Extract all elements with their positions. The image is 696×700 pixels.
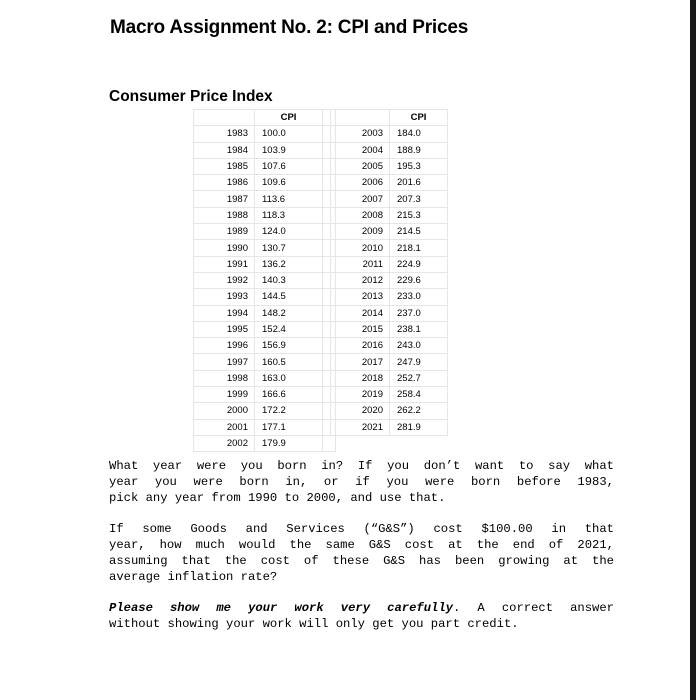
table-row bbox=[331, 321, 448, 337]
cpi-value-cell: 258.4 bbox=[390, 387, 448, 403]
table-row bbox=[194, 387, 336, 403]
cpi-value-cell: 172.2 bbox=[255, 403, 323, 419]
cpi-value-cell: 107.6 bbox=[255, 158, 323, 174]
table-row bbox=[194, 435, 336, 451]
table-row bbox=[331, 142, 448, 158]
year-cell: 2000 bbox=[194, 403, 255, 419]
table-row bbox=[331, 272, 448, 288]
year-cell: 2013 bbox=[331, 289, 390, 305]
cpi-column-header: CPI bbox=[255, 110, 323, 126]
section-heading: Consumer Price Index bbox=[109, 88, 273, 105]
cpi-table-right-body bbox=[331, 126, 448, 436]
year-cell: 2003 bbox=[331, 126, 390, 142]
cpi-value-cell: 177.1 bbox=[255, 419, 323, 435]
table-row bbox=[331, 224, 448, 240]
year-cell: 2020 bbox=[331, 403, 390, 419]
cpi-table-left bbox=[193, 109, 336, 452]
cpi-value-cell: 201.6 bbox=[390, 175, 448, 191]
question-line: What year were you born in? If you don’t want to say what bbox=[109, 459, 614, 473]
year-cell: 1985 bbox=[194, 158, 255, 174]
table-row bbox=[194, 419, 336, 435]
year-cell: 1997 bbox=[194, 354, 255, 370]
table-row bbox=[194, 126, 336, 142]
table-row bbox=[194, 354, 336, 370]
year-cell: 1983 bbox=[194, 126, 255, 142]
cpi-value-cell: 163.0 bbox=[255, 370, 323, 386]
year-cell: 2004 bbox=[331, 142, 390, 158]
window-edge-bar bbox=[690, 0, 696, 700]
year-cell: 2017 bbox=[331, 354, 390, 370]
cpi-value-cell: 243.0 bbox=[390, 338, 448, 354]
cpi-value-cell: 184.0 bbox=[390, 126, 448, 142]
year-cell: 2011 bbox=[331, 256, 390, 272]
table-row bbox=[331, 370, 448, 386]
table-row bbox=[331, 305, 448, 321]
note-line bbox=[109, 600, 614, 616]
year-cell: 2019 bbox=[331, 387, 390, 403]
year-cell: 2005 bbox=[331, 158, 390, 174]
year-cell: 1992 bbox=[194, 272, 255, 288]
table-row bbox=[194, 175, 336, 191]
year-cell: 1993 bbox=[194, 289, 255, 305]
cpi-value-cell: 188.9 bbox=[390, 142, 448, 158]
cpi-value-cell: 124.0 bbox=[255, 224, 323, 240]
table-row bbox=[331, 207, 448, 223]
table-header-row bbox=[194, 110, 336, 126]
spacer-cell bbox=[323, 435, 336, 451]
cpi-value-cell: 113.6 bbox=[255, 191, 323, 207]
cpi-value-cell: 140.3 bbox=[255, 272, 323, 288]
year-cell: 1998 bbox=[194, 370, 255, 386]
question-line: year you were born in, or if you were born before 1983, bbox=[109, 475, 614, 489]
table-row bbox=[331, 338, 448, 354]
table-row bbox=[331, 191, 448, 207]
cpi-value-cell: 214.5 bbox=[390, 224, 448, 240]
table-row bbox=[331, 354, 448, 370]
cpi-value-cell: 262.2 bbox=[390, 403, 448, 419]
cpi-value-cell: 152.4 bbox=[255, 321, 323, 337]
question-line: year, how much would the same G&S cost at the end of 2021, bbox=[109, 538, 614, 552]
table-row bbox=[331, 419, 448, 435]
year-cell: 2006 bbox=[331, 175, 390, 191]
cpi-value-cell: 130.7 bbox=[255, 240, 323, 256]
year-cell: 2016 bbox=[331, 338, 390, 354]
note-line1-rest: . A correct answer bbox=[452, 601, 615, 615]
question-birth-year bbox=[109, 458, 614, 506]
year-header bbox=[194, 110, 255, 126]
cpi-value-cell: 195.3 bbox=[390, 158, 448, 174]
cpi-value-cell: 156.9 bbox=[255, 338, 323, 354]
year-cell: 2012 bbox=[331, 272, 390, 288]
cpi-value-cell: 247.9 bbox=[390, 354, 448, 370]
note-emphasis: Please show me your work very carefully bbox=[109, 601, 453, 615]
year-cell: 2008 bbox=[331, 207, 390, 223]
table-row bbox=[194, 305, 336, 321]
cpi-value-cell: 148.2 bbox=[255, 305, 323, 321]
year-header bbox=[331, 110, 390, 126]
cpi-value-cell: 281.9 bbox=[390, 419, 448, 435]
cpi-value-cell: 103.9 bbox=[255, 142, 323, 158]
cpi-value-cell: 218.1 bbox=[390, 240, 448, 256]
cpi-value-cell: 144.5 bbox=[255, 289, 323, 305]
table-row bbox=[194, 321, 336, 337]
question-line: assuming that the cost of these G&S has been growing at the bbox=[109, 554, 614, 568]
cpi-value-cell: 224.9 bbox=[390, 256, 448, 272]
cpi-value-cell: 109.6 bbox=[255, 175, 323, 191]
table-row bbox=[194, 403, 336, 419]
table-row bbox=[331, 256, 448, 272]
year-cell: 2018 bbox=[331, 370, 390, 386]
cpi-value-cell: 166.6 bbox=[255, 387, 323, 403]
cpi-table-right bbox=[330, 109, 448, 436]
table-row bbox=[331, 240, 448, 256]
note-line: without showing your work will only get you part credit. bbox=[109, 617, 519, 631]
table-row bbox=[331, 289, 448, 305]
year-cell: 2002 bbox=[194, 435, 255, 451]
table-row bbox=[194, 207, 336, 223]
table-row bbox=[194, 240, 336, 256]
question-line: If some Goods and Services (“G&S”) cost $100.00 in that bbox=[109, 522, 614, 536]
year-cell: 1984 bbox=[194, 142, 255, 158]
cpi-value-cell: 252.7 bbox=[390, 370, 448, 386]
cpi-value-cell: 160.5 bbox=[255, 354, 323, 370]
cpi-table-left-body bbox=[194, 126, 336, 452]
show-work-note bbox=[109, 600, 614, 632]
year-cell: 2009 bbox=[331, 224, 390, 240]
table-header-row bbox=[331, 110, 448, 126]
cpi-value-cell: 229.6 bbox=[390, 272, 448, 288]
year-cell: 2021 bbox=[331, 419, 390, 435]
table-row bbox=[331, 175, 448, 191]
year-cell: 2010 bbox=[331, 240, 390, 256]
year-cell: 2001 bbox=[194, 419, 255, 435]
question-line: average inflation rate? bbox=[109, 570, 278, 584]
year-cell: 1999 bbox=[194, 387, 255, 403]
cpi-column-header: CPI bbox=[390, 110, 448, 126]
table-row bbox=[331, 126, 448, 142]
cpi-value-cell: 136.2 bbox=[255, 256, 323, 272]
cpi-value-cell: 100.0 bbox=[255, 126, 323, 142]
year-cell: 1991 bbox=[194, 256, 255, 272]
year-cell: 1989 bbox=[194, 224, 255, 240]
cpi-value-cell: 238.1 bbox=[390, 321, 448, 337]
year-cell: 2015 bbox=[331, 321, 390, 337]
cpi-value-cell: 215.3 bbox=[390, 207, 448, 223]
year-cell: 2007 bbox=[331, 191, 390, 207]
cpi-value-cell: 233.0 bbox=[390, 289, 448, 305]
table-row bbox=[194, 370, 336, 386]
question-line: pick any year from 1990 to 2000, and use that. bbox=[109, 491, 446, 505]
question-cost-2021 bbox=[109, 521, 614, 585]
year-cell: 1995 bbox=[194, 321, 255, 337]
table-row bbox=[194, 224, 336, 240]
table-row bbox=[194, 289, 336, 305]
year-cell: 1986 bbox=[194, 175, 255, 191]
cpi-value-cell: 207.3 bbox=[390, 191, 448, 207]
table-row bbox=[194, 142, 336, 158]
table-row bbox=[194, 191, 336, 207]
table-row bbox=[194, 338, 336, 354]
table-row bbox=[331, 158, 448, 174]
year-cell: 1990 bbox=[194, 240, 255, 256]
table-row bbox=[331, 403, 448, 419]
cpi-value-cell: 118.3 bbox=[255, 207, 323, 223]
table-row bbox=[194, 256, 336, 272]
year-cell: 1988 bbox=[194, 207, 255, 223]
table-row bbox=[194, 272, 336, 288]
page-title: Macro Assignment No. 2: CPI and Prices bbox=[110, 17, 469, 38]
year-cell: 1996 bbox=[194, 338, 255, 354]
table-row bbox=[194, 158, 336, 174]
year-cell: 1987 bbox=[194, 191, 255, 207]
year-cell: 2014 bbox=[331, 305, 390, 321]
cpi-value-cell: 179.9 bbox=[255, 435, 323, 451]
year-cell: 1994 bbox=[194, 305, 255, 321]
cpi-value-cell: 237.0 bbox=[390, 305, 448, 321]
table-row bbox=[331, 387, 448, 403]
